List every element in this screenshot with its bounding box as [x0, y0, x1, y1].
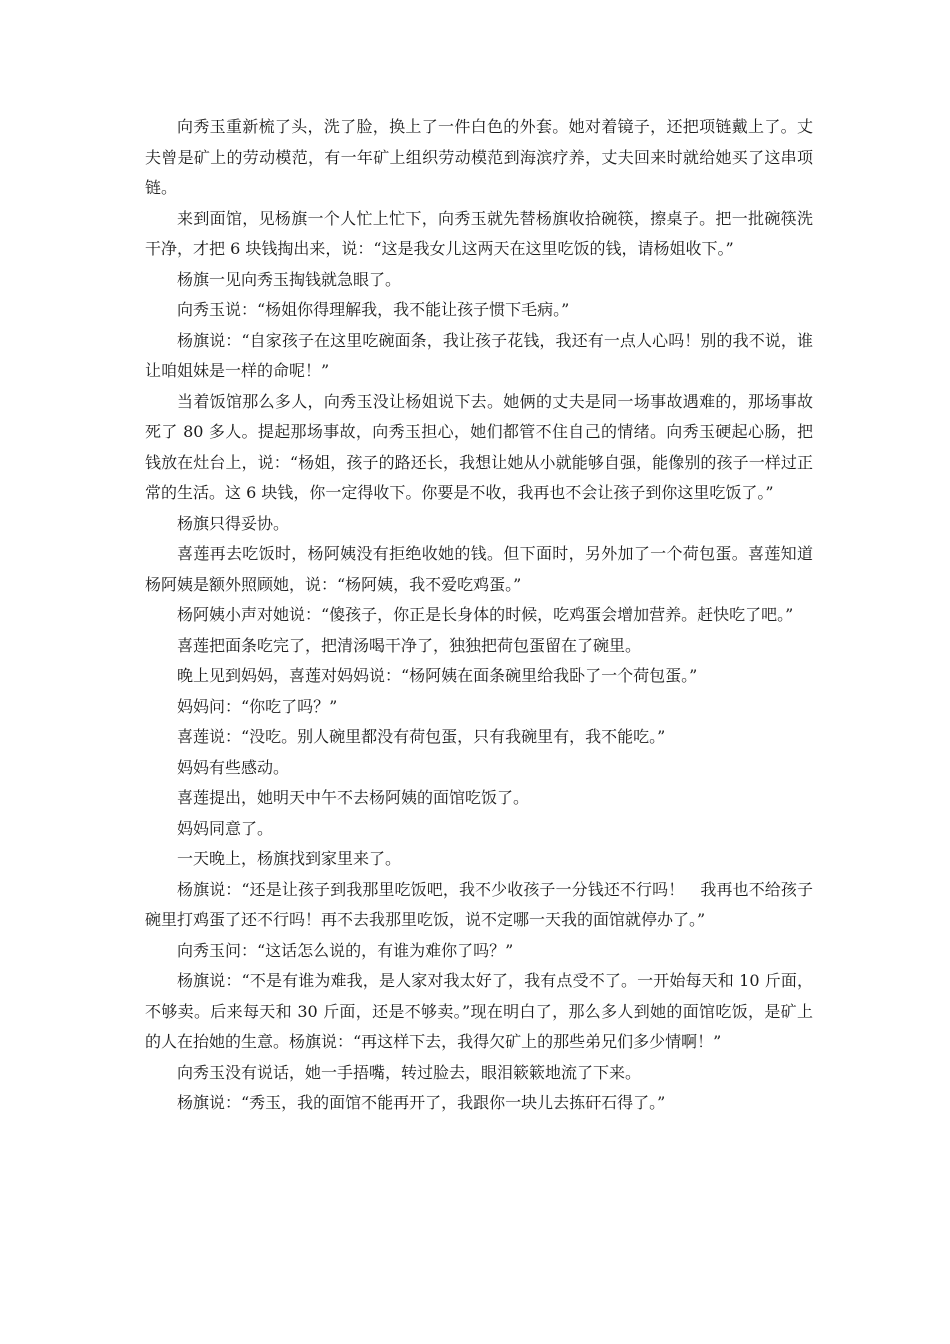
paragraph: 喜莲提出，她明天中午不去杨阿姨的面馆吃饭了。 [177, 788, 530, 807]
paragraph: 杨旗说：“自家孩子在这里吃碗面条，我让孩子花钱，我还有一点人心吗！别的我不说，谁让咱姐妹是一样的命呢！” [145, 330, 813, 380]
paragraph: 杨旗说：“不是有谁为难我，是人家对我太好了，我有点受不了。一开始每天和 10 斤面，不够卖。后来每天和 30 斤面，还是不够卖。”现在明白了，那么多人到她的面馆吃饭，是矿上的人在抬她的生意。杨旗说：“再这样下去，我得欠矿上的那些弟兄们多少情啊！” [145, 971, 813, 1051]
paragraph: 一天晚上，杨旗找到家里来了。 [177, 849, 402, 868]
paragraph: 来到面馆，见杨旗一个人忙上忙下，向秀玉就先替杨旗收拾碗筷，擦桌子。把一批碗筷洗干净，才把 6 块钱掏出来，说：“这是我女儿这两天在这里吃饭的钱，请杨姐收下。” [145, 208, 813, 258]
paragraph: 杨旗说：“秀玉，我的面馆不能再开了，我跟你一块儿去拣矸石得了。” [177, 1093, 666, 1112]
paragraph: 妈妈同意了。 [177, 818, 274, 838]
paragraph: 喜莲再去吃饭时，杨阿姨没有拒绝收她的钱。但下面时，另外加了一个荷包蛋。喜莲知道杨阿姨是额外照顾她，说：“杨阿姨，我不爱吃鸡蛋。” [145, 544, 813, 594]
paragraph: 杨旗只得妥协。 [177, 513, 290, 533]
paragraph: 晚上见到妈妈，喜莲对妈妈说：“杨阿姨在面条碗里给我卧了一个荷包蛋。” [177, 666, 698, 685]
paragraph: 当着饭馆那么多人，向秀玉没让杨姐说下去。她俩的丈夫是同一场事故遇难的，那场事故死了 80 多人。提起那场事故，向秀玉担心，她们都管不住自己的情绪。向秀玉硬起心肠，把钱放在灶台上，说：“杨姐，孩子的路还长，我想让她从小就能够自强，能像别的孩子一样过正常的生活。这 6 块钱，你一定得收下。你要是不收，我再也不会让孩子到你这里吃饭了。” [145, 391, 813, 502]
paragraph: 喜莲说：“没吃。别人碗里都没有荷包蛋，只有我碗里有，我不能吃。” [177, 727, 666, 746]
story-text [145, 112, 813, 1119]
paragraph: 杨阿姨小声对她说：“傻孩子，你正是长身体的时候，吃鸡蛋会增加营养。赶快吃了吧。” [177, 605, 794, 624]
paragraph: 杨旗说：“还是让孩子到我那里吃饭吧，我不少收孩子一分钱还不行吗！ 我再也不给孩子碗里打鸡蛋了还不行吗！再不去我那里吃饭，说不定哪一天我的面馆就停办了。” [145, 879, 813, 929]
paragraph: 向秀玉没有说话，她一手捂嘴，转过脸去，眼泪簌簌地流了下来。 [177, 1062, 642, 1082]
paragraph: 向秀玉重新梳了头，洗了脸，换上了一件白色的外套。她对着镜子，还把项链戴上了。丈夫曾是矿上的劳动模范，有一年矿上组织劳动模范到海滨疗养，丈夫回来时就给她买了这串项链。 [145, 117, 813, 197]
paragraph: 妈妈有些感动。 [177, 757, 290, 777]
paragraph: 喜莲把面条吃完了，把清汤喝干净了，独独把荷包蛋留在了碗里。 [177, 635, 642, 655]
paragraph: 向秀玉说：“杨姐你得理解我，我不能让孩子惯下毛病。” [177, 300, 570, 319]
paragraph: 妈妈问：“你吃了吗？” [177, 696, 338, 716]
paragraph: 向秀玉问：“这话怎么说的，有谁为难你了吗？” [177, 940, 514, 960]
paragraph: 杨旗一见向秀玉掏钱就急眼了。 [177, 269, 402, 289]
